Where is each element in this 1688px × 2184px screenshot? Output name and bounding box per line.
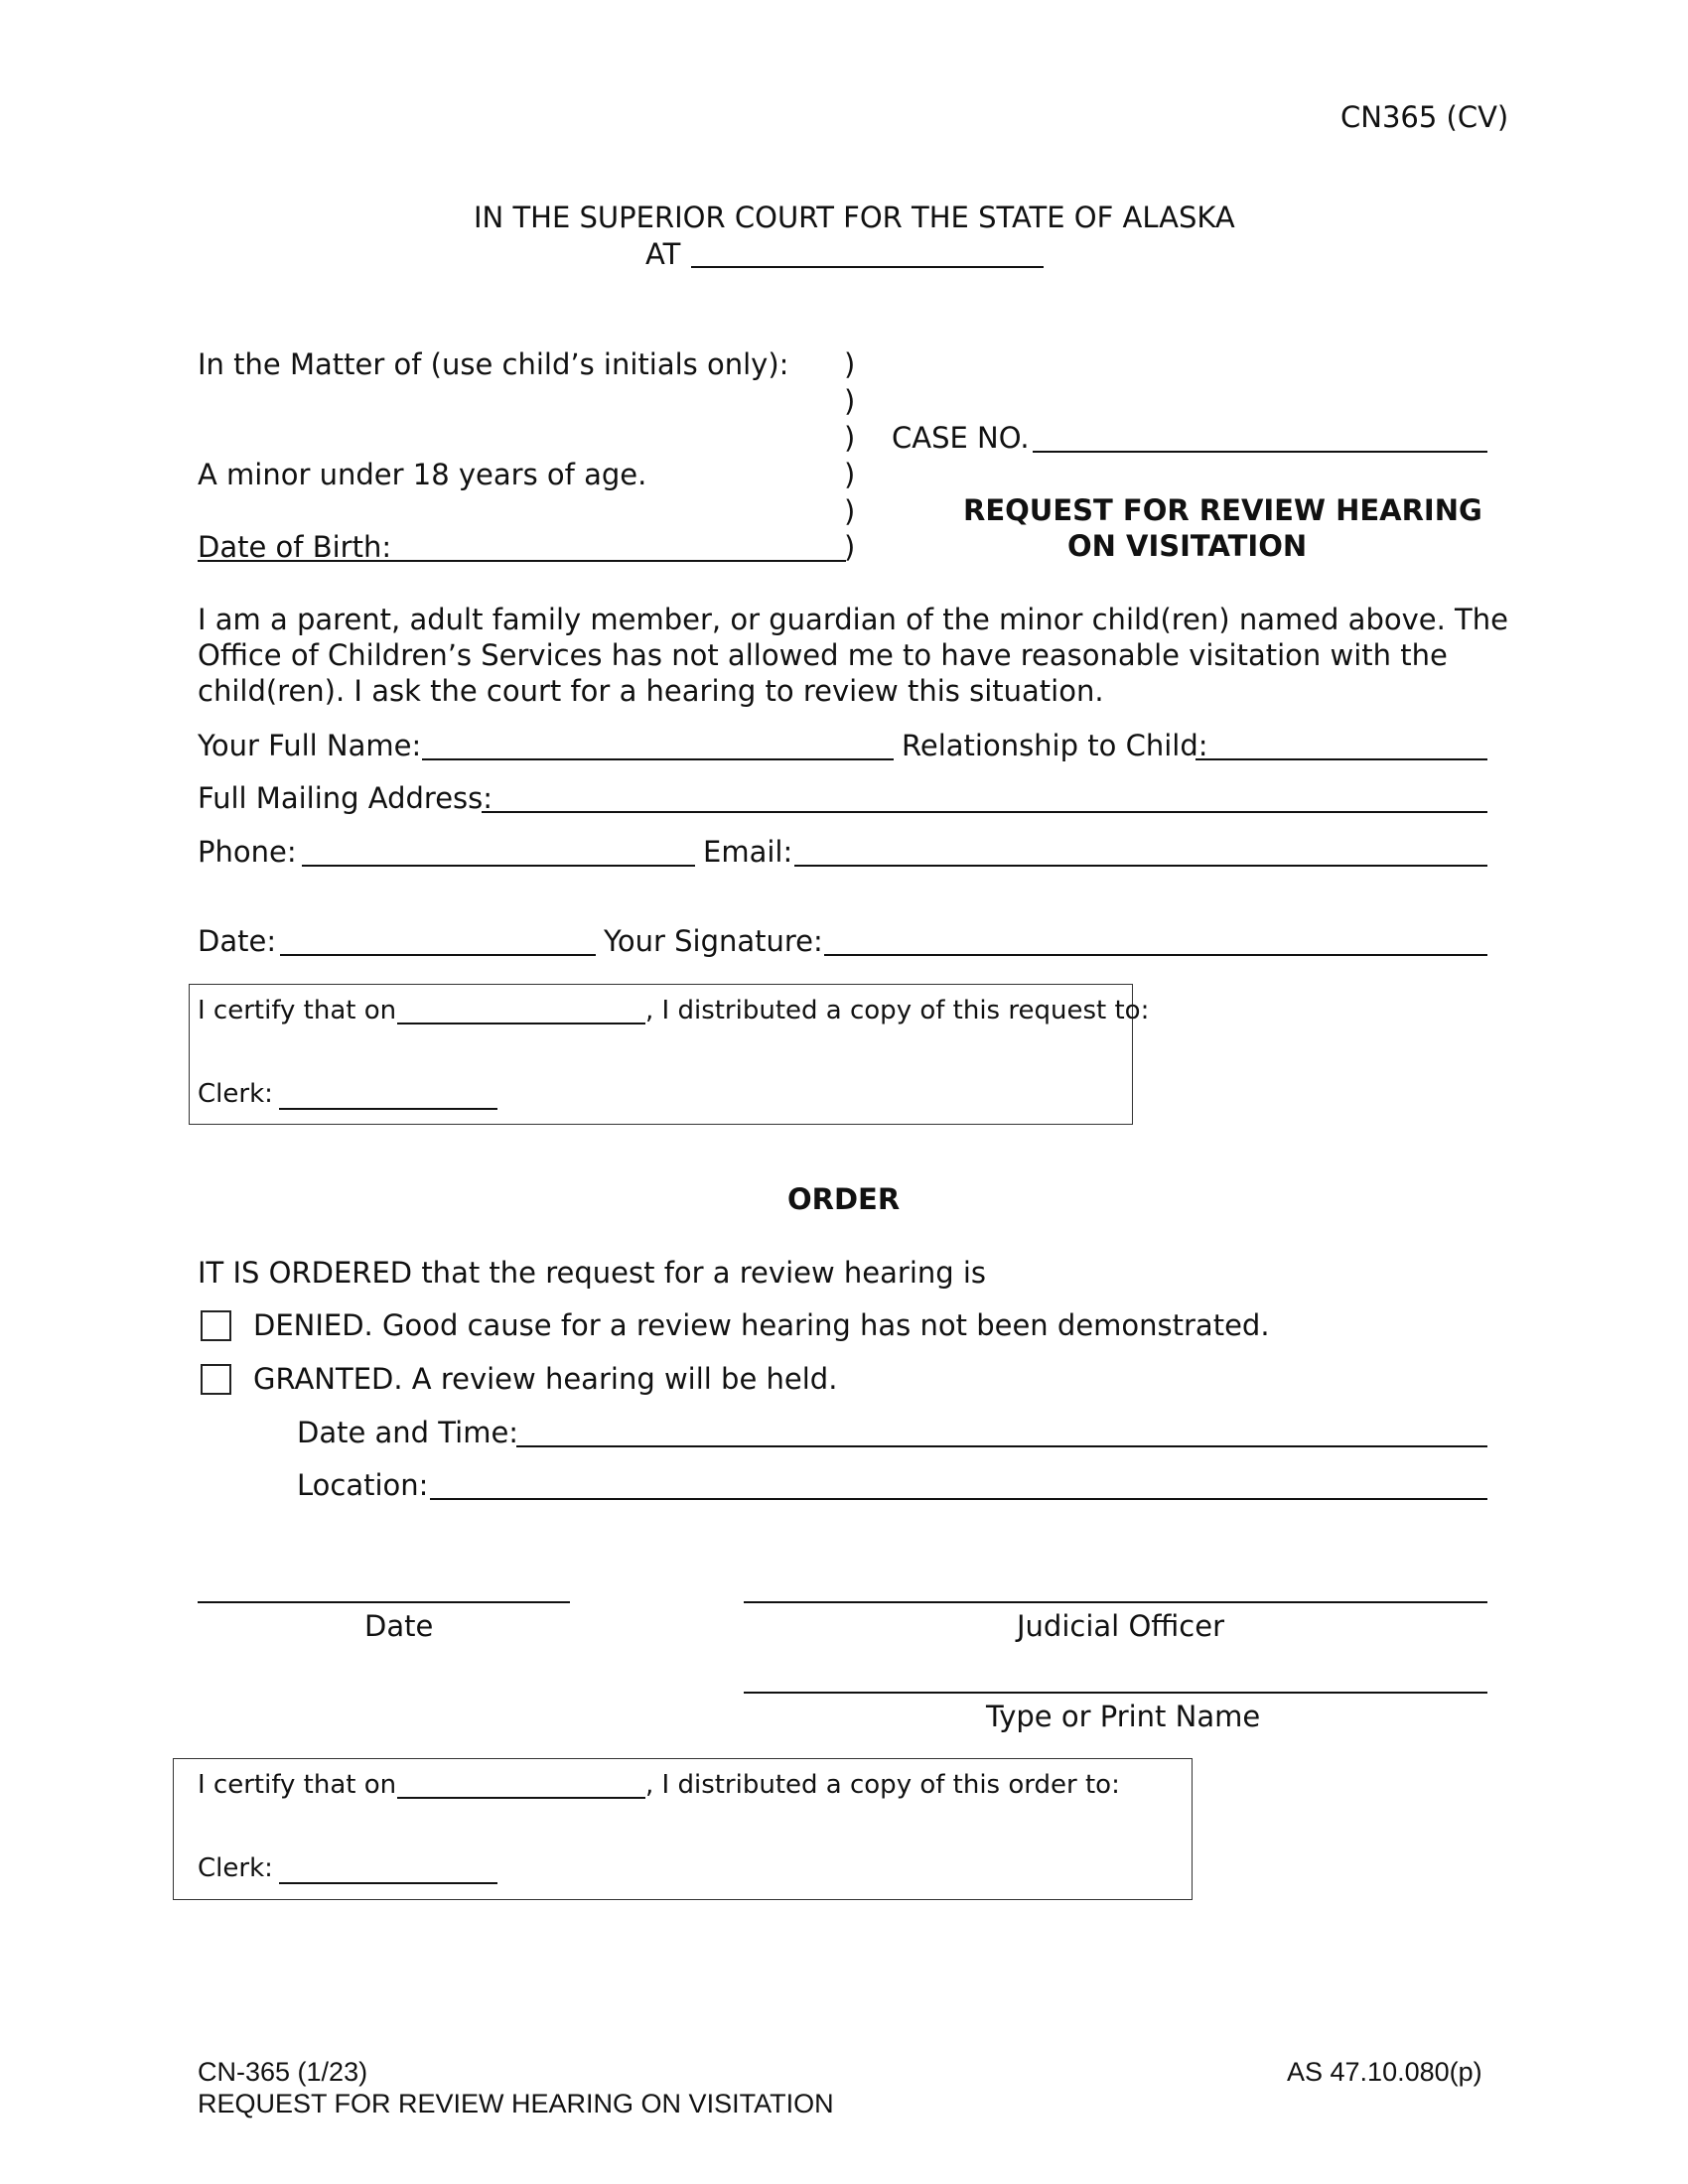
hearing-location-field[interactable] bbox=[430, 1470, 1487, 1500]
footer-statute: AS 47.10.080(p) bbox=[1287, 2057, 1482, 2087]
relationship-field[interactable] bbox=[1196, 731, 1487, 760]
footer-form-number: CN-365 (1/23) bbox=[198, 2057, 368, 2087]
certify-order-date-field[interactable] bbox=[397, 1769, 645, 1799]
certificate-of-distribution-order bbox=[173, 1758, 1193, 1900]
granted-checkbox[interactable] bbox=[201, 1364, 231, 1395]
print-name-caption: Type or Print Name bbox=[986, 1700, 1261, 1733]
request-statement: I am a parent, adult family member, or guardian of the minor child(ren) named above. The Office of Children’s Services has not allowed me to have reasonable visitation with the child(ren). I ask the court for a hearing to review this situation. bbox=[198, 603, 1508, 708]
dob-field[interactable] bbox=[198, 532, 846, 562]
clerk-label: Clerk: bbox=[198, 1079, 273, 1109]
caption-paren: ) bbox=[844, 347, 856, 381]
full-name-label: Your Full Name: bbox=[198, 729, 422, 762]
hearing-datetime-field[interactable] bbox=[516, 1418, 1487, 1447]
judicial-officer-signature-line[interactable] bbox=[744, 1601, 1487, 1603]
email-field[interactable] bbox=[794, 837, 1487, 867]
phone-field[interactable] bbox=[302, 837, 695, 867]
document-title-line2: ON VISITATION bbox=[1067, 529, 1308, 563]
mailing-address-field[interactable] bbox=[482, 783, 1487, 813]
order-date-caption: Date bbox=[364, 1609, 434, 1643]
caption-paren: ) bbox=[844, 458, 856, 491]
footer-form-title: REQUEST FOR REVIEW HEARING ON VISITATION bbox=[198, 2089, 834, 2118]
caption-paren: ) bbox=[844, 494, 856, 528]
mailing-address-label: Full Mailing Address: bbox=[198, 781, 493, 815]
certify-suffix: , I distributed a copy of this request to: bbox=[645, 996, 1150, 1025]
certify-prefix: I certify that on bbox=[198, 996, 397, 1025]
caption-paren: ) bbox=[844, 421, 856, 455]
minor-text: A minor under 18 years of age. bbox=[198, 458, 647, 491]
signature-field[interactable] bbox=[824, 926, 1487, 956]
request-date-field[interactable] bbox=[280, 926, 596, 956]
order-heading: ORDER bbox=[787, 1182, 901, 1216]
certify-request-clerk-field[interactable] bbox=[279, 1080, 497, 1110]
certify-suffix: , I distributed a copy of this order to: bbox=[645, 1770, 1120, 1800]
hearing-location-label: Location: bbox=[297, 1468, 429, 1502]
clerk-label: Clerk: bbox=[198, 1853, 273, 1883]
order-date-line[interactable] bbox=[198, 1601, 570, 1603]
date-label: Date: bbox=[198, 924, 277, 958]
certify-request-date-field[interactable] bbox=[397, 995, 645, 1024]
order-intro: IT IS ORDERED that the request for a review hearing is bbox=[198, 1256, 987, 1290]
case-number-label: CASE NO. bbox=[892, 421, 1030, 455]
phone-label: Phone: bbox=[198, 835, 297, 869]
relationship-label: Relationship to Child: bbox=[902, 729, 1208, 762]
denied-checkbox[interactable] bbox=[201, 1310, 231, 1341]
court-location-field[interactable] bbox=[691, 238, 1044, 268]
caption-paren: ) bbox=[844, 530, 856, 564]
dob-label: Date of Birth: bbox=[198, 530, 392, 564]
full-name-field[interactable] bbox=[422, 731, 894, 760]
signature-label: Your Signature: bbox=[604, 924, 823, 958]
matter-label: In the Matter of (use child’s initials only): bbox=[198, 347, 789, 381]
hearing-datetime-label: Date and Time: bbox=[297, 1416, 519, 1449]
certify-prefix: I certify that on bbox=[198, 1770, 397, 1800]
denied-text: DENIED. Good cause for a review hearing has not been demonstrated. bbox=[253, 1308, 1270, 1342]
certify-order-clerk-field[interactable] bbox=[279, 1854, 497, 1884]
court-at-label: AT bbox=[645, 237, 681, 271]
granted-text: GRANTED. A review hearing will be held. bbox=[253, 1362, 838, 1396]
certificate-of-distribution-request bbox=[189, 984, 1150, 1125]
case-number-field[interactable] bbox=[1033, 423, 1487, 453]
judicial-officer-caption: Judicial Officer bbox=[1017, 1609, 1225, 1643]
form-code: CN365 (CV) bbox=[1340, 100, 1509, 134]
print-name-line[interactable] bbox=[744, 1692, 1487, 1694]
caption-paren: ) bbox=[844, 384, 856, 418]
document-title-line1: REQUEST FOR REVIEW HEARING bbox=[963, 493, 1482, 527]
email-label: Email: bbox=[703, 835, 793, 869]
court-title: IN THE SUPERIOR COURT FOR THE STATE OF ALASKA bbox=[474, 201, 1235, 234]
